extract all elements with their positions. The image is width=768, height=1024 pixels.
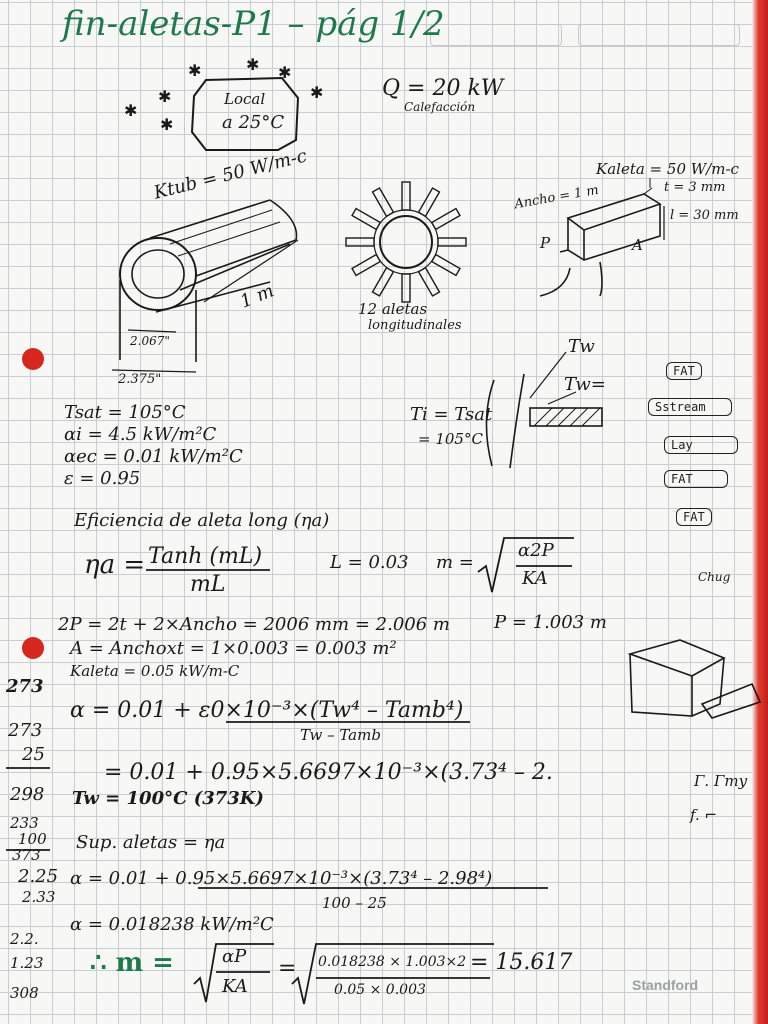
svg-text:✱: ✱ — [124, 101, 138, 120]
svg-text:✱: ✱ — [160, 115, 174, 134]
perimeter-eq: 2P = 2t + 2×Ancho = 2006 mm = 2.006 m — [58, 614, 450, 635]
m-final-frac-den: KA — [222, 976, 248, 997]
finned-pipe-sketch — [346, 182, 466, 302]
margin-number: 373 — [12, 846, 41, 864]
eta-numerator: Tanh (mL) — [148, 544, 263, 569]
margin-tag: FAT — [664, 470, 728, 488]
m-final-frac-num: αP — [222, 946, 247, 967]
area-label: A — [632, 236, 643, 254]
sat-temp: Tsat = 105°C — [64, 402, 186, 423]
m-final-lhs: ∴ m = — [90, 948, 174, 978]
svg-text:✱: ✱ — [246, 55, 260, 74]
margin-tag: FAT — [666, 362, 702, 380]
margin-number: 273 — [6, 676, 44, 697]
notebook-brand: Standford — [632, 977, 699, 993]
margin-number: 2.33 — [22, 888, 56, 906]
m-denominator: KA — [522, 568, 548, 589]
alpha-radiation-den: Tw – Tamb — [300, 726, 381, 744]
eta-denominator: mL — [190, 572, 226, 597]
local-label: Local — [224, 90, 266, 108]
fin-length: l = 30 mm — [670, 208, 739, 223]
svg-text:✱: ✱ — [158, 87, 172, 106]
fin-length-value: L = 0.03 — [330, 552, 409, 573]
margin-number: 1.23 — [10, 954, 44, 972]
svg-text:✱: ✱ — [188, 61, 202, 80]
heat-rate-caption: Calefacción — [404, 100, 476, 114]
fin-conductivity: Kaleta = 50 W/m-c — [596, 160, 739, 178]
alpha-radiation-sub: = 0.01 + 0.95×5.6697×10⁻³×(3.73⁴ – 2. — [104, 760, 553, 785]
margin-note: Chug — [698, 570, 731, 584]
margin-tag: Sstream — [648, 398, 732, 416]
area-eq: A = Anchoxt = 1×0.003 = 0.003 m² — [70, 638, 397, 659]
emissivity: ε = 0.95 — [64, 468, 141, 489]
sup-aletas: Sup. aletas = ηa — [76, 832, 226, 853]
fin-k-kw: Kaleta = 0.05 kW/m-C — [70, 662, 240, 680]
fin-thickness: t = 3 mm — [664, 180, 726, 195]
perimeter-label: P — [540, 234, 551, 252]
pipe-conductivity: Ktub = 50 W/m-c — [151, 145, 309, 204]
inner-coefficient: αi = 4.5 kW/m²C — [64, 424, 217, 445]
inner-temp-value: = 105°C — [418, 430, 483, 448]
margin-number: 273 — [8, 720, 43, 741]
heat-rate: Q = 20 kW — [382, 76, 504, 101]
margin-number: 298 — [10, 784, 45, 805]
m-final-numerator: 0.018238 × 1.003×2 — [318, 954, 467, 970]
m-final-denominator: 0.05 × 0.003 — [334, 982, 426, 998]
margin-number: 2.25 — [18, 866, 59, 887]
margin-note: f. ⌐ — [690, 806, 718, 824]
m-final-equals: = — [278, 956, 297, 981]
fin-width: Ancho = 1 m — [513, 182, 600, 213]
margin-note: Γ. Γmy — [694, 772, 748, 790]
pipe-inner-diameter: 2.067" — [130, 334, 170, 348]
wall-fin-section — [486, 352, 602, 468]
m-numerator: α2P — [518, 540, 554, 561]
margin-number: 233 — [10, 814, 39, 832]
margin-number: 100 — [18, 830, 47, 848]
margin-number: 308 — [10, 984, 39, 1002]
efficiency-heading: Eficiencia de aleta long (ηa) — [74, 510, 330, 531]
margin-number: 2.2. — [10, 930, 39, 948]
pipe-outer-diameter: 2.375" — [118, 372, 162, 387]
alpha-radiation: α = 0.01 + ε0×10⁻³×(Tw⁴ – Tamb⁴) — [70, 698, 464, 723]
alpha-numeric: α = 0.01 + 0.95×5.6697×10⁻³×(3.73⁴ – 2.98⁴) — [70, 868, 493, 889]
half-perimeter: P = 1.003 m — [494, 612, 607, 633]
ext-coefficient: αec = 0.01 kW/m²C — [64, 446, 243, 467]
box-sketch — [630, 640, 760, 718]
m-final-result: = 15.617 — [470, 950, 573, 975]
pipe-length: 1 m — [237, 280, 277, 313]
page-title: fin-aletas-P1 – pág 1/2 — [62, 4, 445, 44]
fins-caption-2: longitudinales — [368, 318, 462, 333]
eta-lhs: ηa = — [84, 550, 146, 580]
wall-temp-label-2: Tw= — [564, 374, 606, 395]
margin-tag: FAT — [676, 508, 712, 526]
fins-caption: 12 aletas — [358, 300, 428, 318]
inner-temp: Ti = Tsat — [410, 404, 493, 425]
wall-temp-label: Tw — [568, 336, 595, 357]
alpha-numeric-den: 100 – 25 — [322, 894, 387, 912]
svg-text:✱: ✱ — [310, 83, 324, 102]
wall-temp-value: Tw = 100°C (373K) — [72, 788, 264, 809]
svg-text:✱: ✱ — [278, 63, 292, 82]
m-lhs: m = — [436, 552, 474, 573]
local-temp: a 25°C — [222, 112, 285, 133]
margin-tag: Lay — [664, 436, 738, 454]
alpha-result: α = 0.018238 kW/m²C — [70, 914, 274, 935]
margin-number: 25 — [22, 744, 45, 765]
